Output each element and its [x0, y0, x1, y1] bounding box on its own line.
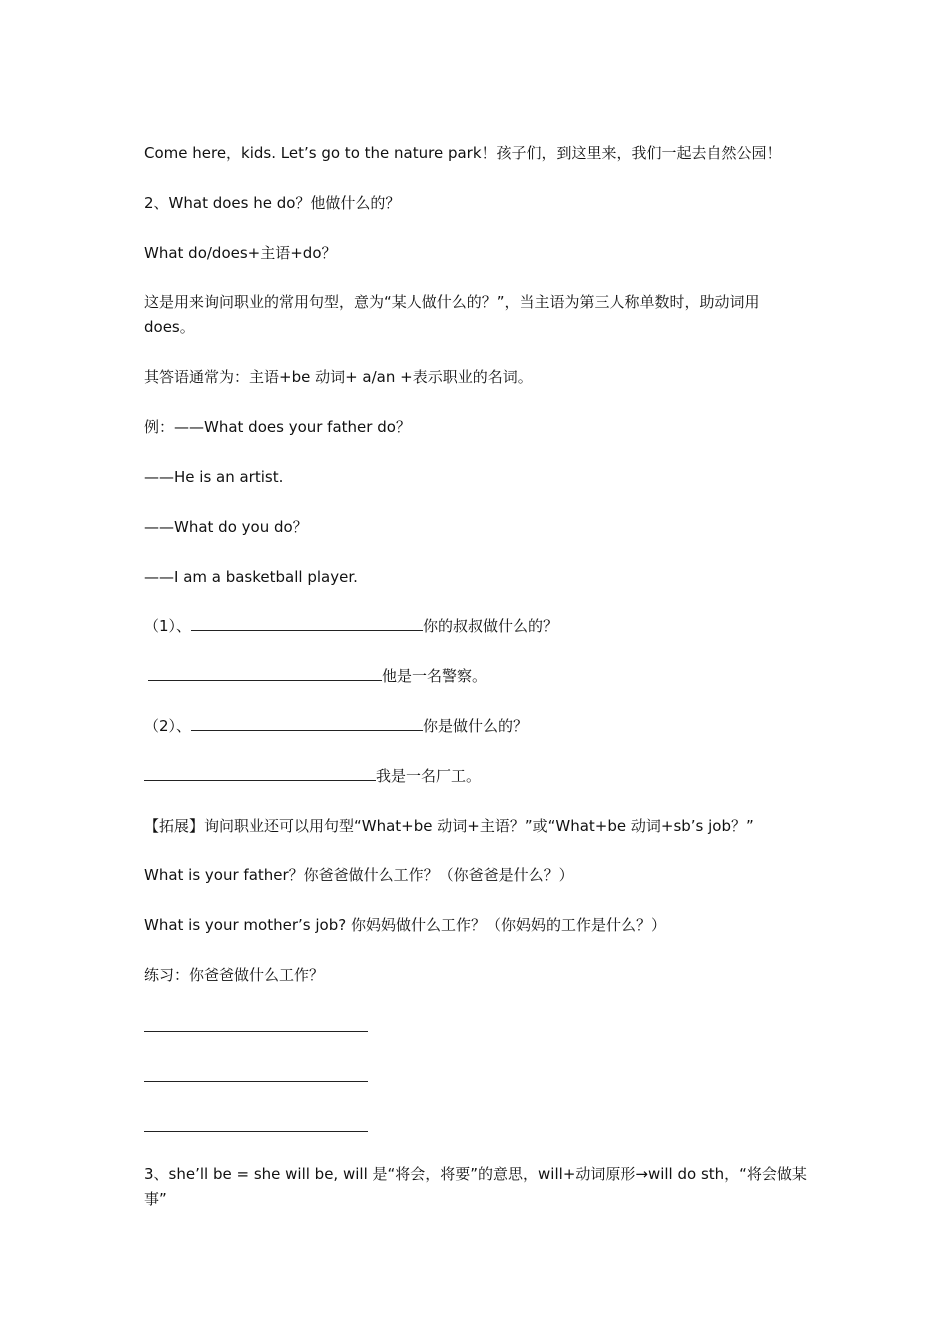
exercise-2-blank[interactable]	[191, 714, 423, 731]
exercise-1-question	[144, 614, 810, 639]
extension-example-1: What is your father？你爸爸做什么工作？（你爸爸是什么？）	[144, 866, 574, 884]
text-line-1: Come here，kids. Let’s go to the nature park！孩子们，到这里来，我们一起去自然公园！	[144, 144, 782, 162]
sentence-pattern: What do/does+主语+do？	[144, 244, 337, 262]
example-answer-2: ——I am a basketball player.	[144, 568, 358, 586]
section-heading-2: 2、What does he do？他做什么的？	[144, 194, 401, 212]
extension-note: 【拓展】询问职业还可以用句型“What+be 动词+主语？”或“What+be 动词+sb’s job？”	[144, 817, 754, 835]
answer-pattern: 其答语通常为：主语+be 动词+ a/an +表示职业的名词。	[144, 368, 533, 386]
example-answer-1: ——He is an artist.	[144, 468, 284, 486]
exercise-2-answer-blank[interactable]	[144, 764, 376, 781]
explanation-paragraph: 这是用来询问职业的常用句型，意为“某人做什么的？”，当主语为第三人称单数时，助动词用 does。	[144, 293, 765, 336]
exercise-1-answer	[148, 664, 810, 689]
example-question-2: ——What do you do？	[144, 518, 308, 536]
exercise-1-prompt: 你的叔叔做什么的？	[423, 617, 559, 635]
exercise-1-answer-prompt: 他是一名警察。	[382, 667, 488, 685]
exercise-1-answer-blank[interactable]	[148, 664, 382, 681]
exercise-2-answer-prompt: 我是一名厂工。	[376, 767, 482, 785]
exercise-2-number: （2）、	[144, 717, 192, 735]
exercise-2-question	[144, 714, 810, 739]
practice-answer-line-1[interactable]	[144, 1031, 368, 1032]
practice-prompt: 练习：你爸爸做什么工作？	[144, 966, 325, 984]
practice-answer-line-2[interactable]	[144, 1081, 368, 1082]
extension-example-2: What is your mother’s job? 你妈妈做什么工作？（你妈妈的工作是什么？）	[144, 916, 666, 934]
practice-answer-line-3[interactable]	[144, 1131, 368, 1132]
section-heading-3: 3、she’ll be = she will be, will 是“将会，将要”的意思，will+动词原形→will do sth，“将会做某事”	[144, 1165, 807, 1208]
exercise-1-blank[interactable]	[191, 614, 423, 631]
exercise-1-number: （1）、	[144, 617, 192, 635]
exercise-2-prompt: 你是做什么的？	[423, 717, 529, 735]
example-question-1: 例：——What does your father do？	[144, 418, 411, 436]
exercise-2-answer	[144, 764, 810, 789]
